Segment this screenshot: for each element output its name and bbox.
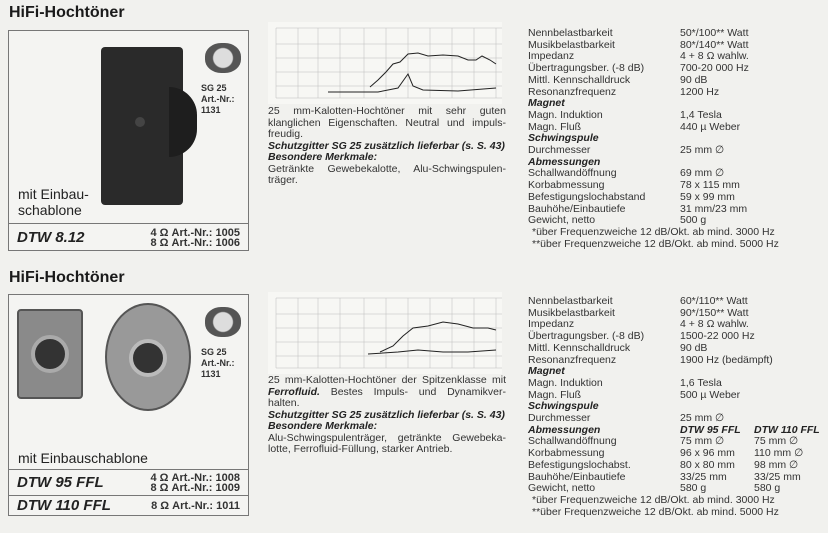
spec-value: 50*/100** Watt <box>680 27 749 39</box>
spec-value: 1,6 Tesla <box>680 376 722 389</box>
spec-value <box>754 366 828 378</box>
spec-label: Nennbelastbarkeit <box>528 27 613 39</box>
spec-row <box>528 296 828 308</box>
spec-value <box>754 319 828 331</box>
spec-table <box>528 296 828 518</box>
spec-value: 1500-22 000 Hz <box>680 330 755 343</box>
footnote: **über Frequenzweiche 12 dB/Okt. ab mind. 5000 Hz <box>532 505 779 518</box>
spec-row <box>528 110 779 122</box>
spec-label: Durchmesser <box>528 412 591 425</box>
spec-value: 1200 Hz <box>680 85 720 98</box>
model-row: DTW 95 FFL 4 Ω Art.-Nr.: 1008 8 Ω Art.-Nr.: 1009 <box>9 469 248 495</box>
spec-row <box>528 355 828 367</box>
spec-label: Befestigungslochabstand <box>528 190 646 203</box>
grill-image <box>205 43 241 73</box>
spec-label: Magnet <box>528 365 565 378</box>
tweeter-image-square <box>17 309 83 399</box>
spec-label: Impedanz <box>528 50 575 63</box>
spec-label: Übertragungsber. (-8 dB) <box>528 62 645 75</box>
spec-row <box>528 87 779 99</box>
spec-value: 75 mm ∅ <box>754 435 799 448</box>
spec-label: Abmessungen <box>528 155 601 168</box>
spec-label: Befestigungslochabst. <box>528 458 631 471</box>
spec-label: Nennbelastbarkeit <box>528 295 613 307</box>
spec-value <box>754 355 828 367</box>
tweeter-image <box>101 47 183 205</box>
footnote: *über Frequenzweiche 12 dB/Okt. ab mind. 3000 Hz <box>532 225 775 238</box>
spec-value: 69 mm ∅ <box>680 167 725 180</box>
mounting-note: mit Einbau- schablone <box>18 186 89 218</box>
spec-value: 440 µ Weber <box>680 120 741 133</box>
product-description: 25 mm-Kalotten-Hochtöner mit sehr guten klanglichen Eigenschaften. Neutral und impuls-freudig. Schutzgitter SG 25 zusätzlich lieferbar (s. S. 43) Besondere Merkmale: Getränkte Gewebekalotte, Alu-Schwingspulen-träger. <box>268 105 506 186</box>
spec-label: Magn. Induktion <box>528 108 603 121</box>
spec-label: Schallwandöffnung <box>528 435 617 448</box>
spec-label: Mittl. Kennschalldruck <box>528 341 631 354</box>
spec-label: Mittl. Kennschalldruck <box>528 73 631 86</box>
spec-value: 33/25 mm <box>754 470 801 483</box>
spec-value <box>754 378 828 390</box>
spec-row <box>528 413 828 425</box>
spec-value: 4 + 8 Ω wahlw. <box>680 50 749 63</box>
spec-value <box>754 331 828 343</box>
spec-value: 90*/150** Watt <box>680 306 749 319</box>
spec-label: Bauhöhe/Einbautiefe <box>528 470 626 483</box>
spec-label: Musikbelastbarkeit <box>528 38 615 51</box>
spec-value: 80 x 80 mm <box>680 458 735 471</box>
spec-label: Schwingspule <box>528 132 599 145</box>
model-row: DTW 110 FFL 8 Ω Art.-Nr.: 1011 <box>9 495 248 515</box>
spec-value: 1,4 Tesla <box>680 108 722 121</box>
spec-value: 75 mm ∅ <box>680 435 725 448</box>
mounting-note: mit Einbauschablone <box>18 450 148 466</box>
spec-value: 700-20 000 Hz <box>680 62 749 75</box>
spec-row <box>528 378 828 390</box>
spec-label: Übertragungsber. (-8 dB) <box>528 330 645 343</box>
grill-label: SG 25 Art.-Nr.: 1131 <box>201 83 235 115</box>
spec-label: Gewicht, netto <box>528 482 596 495</box>
spec-value <box>754 308 828 320</box>
spec-label: Magnet <box>528 97 565 110</box>
spec-value: 580 g <box>680 482 707 495</box>
product-box <box>8 30 249 251</box>
footnote: *über Frequenzweiche 12 dB/Okt. ab mind. 3000 Hz <box>532 493 775 506</box>
spec-value: DTW 110 FFL <box>754 423 820 436</box>
spec-label: Durchmesser <box>528 144 591 157</box>
spec-value: 4 + 8 Ω wahlw. <box>680 318 749 331</box>
frequency-response-chart <box>268 22 502 104</box>
product-box <box>8 294 249 516</box>
spec-value <box>754 343 828 355</box>
spec-value: 31 mm/23 mm <box>680 202 748 215</box>
spec-label: Gewicht, netto <box>528 214 596 227</box>
product-description: 25 mm-Kalotten-Hochtöner der Spitzenklasse mit Ferrofluid. Bestes Impuls- und Dynamikver-halten. Schutzgitter SG 25 zusätzlich lieferbar (s. S. 43) Besondere Merkmale: Alu-Schwingspulenträger, getränkte Gewebeka-lotte, Ferrofluid-Füllung, starker Antrieb. <box>268 374 506 455</box>
spec-row <box>528 192 779 204</box>
spec-label: Magn. Induktion <box>528 376 603 389</box>
spec-label: Schallwandöffnung <box>528 167 617 180</box>
spec-label: Magn. Fluß <box>528 388 582 401</box>
spec-value <box>754 413 828 425</box>
frequency-response-chart <box>268 292 502 374</box>
spec-value <box>754 401 828 413</box>
section-title: HiFi-Hochtöner <box>9 4 125 21</box>
footnote: **über Frequenzweiche 12 dB/Okt. ab mind. 5000 Hz <box>532 237 779 250</box>
spec-value: 500 µ Weber <box>680 388 741 401</box>
spec-value: 59 x 99 mm <box>680 190 735 203</box>
spec-value: DTW 95 FFL <box>680 423 741 436</box>
grill-label: SG 25 Art.-Nr.: 1131 <box>201 347 235 379</box>
spec-label: Bauhöhe/Einbautiefe <box>528 202 626 215</box>
spec-label: Impedanz <box>528 318 575 331</box>
spec-value: 80*/140** Watt <box>680 38 749 51</box>
spec-label: Musikbelastbarkeit <box>528 306 615 319</box>
spec-label: Korbabmessung <box>528 179 605 192</box>
spec-value: 98 mm ∅ <box>754 458 799 471</box>
spec-table <box>528 28 779 250</box>
spec-row <box>528 460 828 472</box>
spec-row <box>528 145 779 157</box>
spec-row <box>528 75 779 87</box>
grill-image <box>205 307 241 337</box>
spec-row <box>528 28 779 40</box>
tweeter-image-round <box>105 303 191 411</box>
spec-value: 1900 Hz (bedämpft) <box>680 353 773 366</box>
spec-value: 25 mm ∅ <box>680 412 725 425</box>
spec-value: 60*/110** Watt <box>680 295 748 307</box>
spec-label: Korbabmessung <box>528 447 605 460</box>
spec-value <box>754 390 828 402</box>
spec-value: 500 g <box>680 214 707 227</box>
spec-value <box>754 296 828 308</box>
spec-value: 78 x 115 mm <box>680 179 740 192</box>
spec-label: Resonanzfrequenz <box>528 353 617 366</box>
spec-value: 580 g <box>754 482 781 495</box>
model-row: DTW 8.12 4 Ω Art.-Nr.: 1005 8 Ω Art.-Nr.: 1006 <box>9 223 248 251</box>
spec-label: Resonanzfrequenz <box>528 85 617 98</box>
spec-label: Magn. Fluß <box>528 120 582 133</box>
spec-row <box>528 343 828 355</box>
section-title: HiFi-Hochtöner <box>9 269 125 286</box>
spec-label: Abmessungen <box>528 423 601 436</box>
spec-value: 90 dB <box>680 341 708 354</box>
spec-value: 25 mm ∅ <box>680 144 725 157</box>
spec-value: 33/25 mm <box>680 470 727 483</box>
spec-label: Schwingspule <box>528 400 599 413</box>
spec-value: 96 x 96 mm <box>680 447 735 460</box>
spec-value: 110 mm ∅ <box>754 447 804 460</box>
spec-value: 90 dB <box>680 73 708 86</box>
